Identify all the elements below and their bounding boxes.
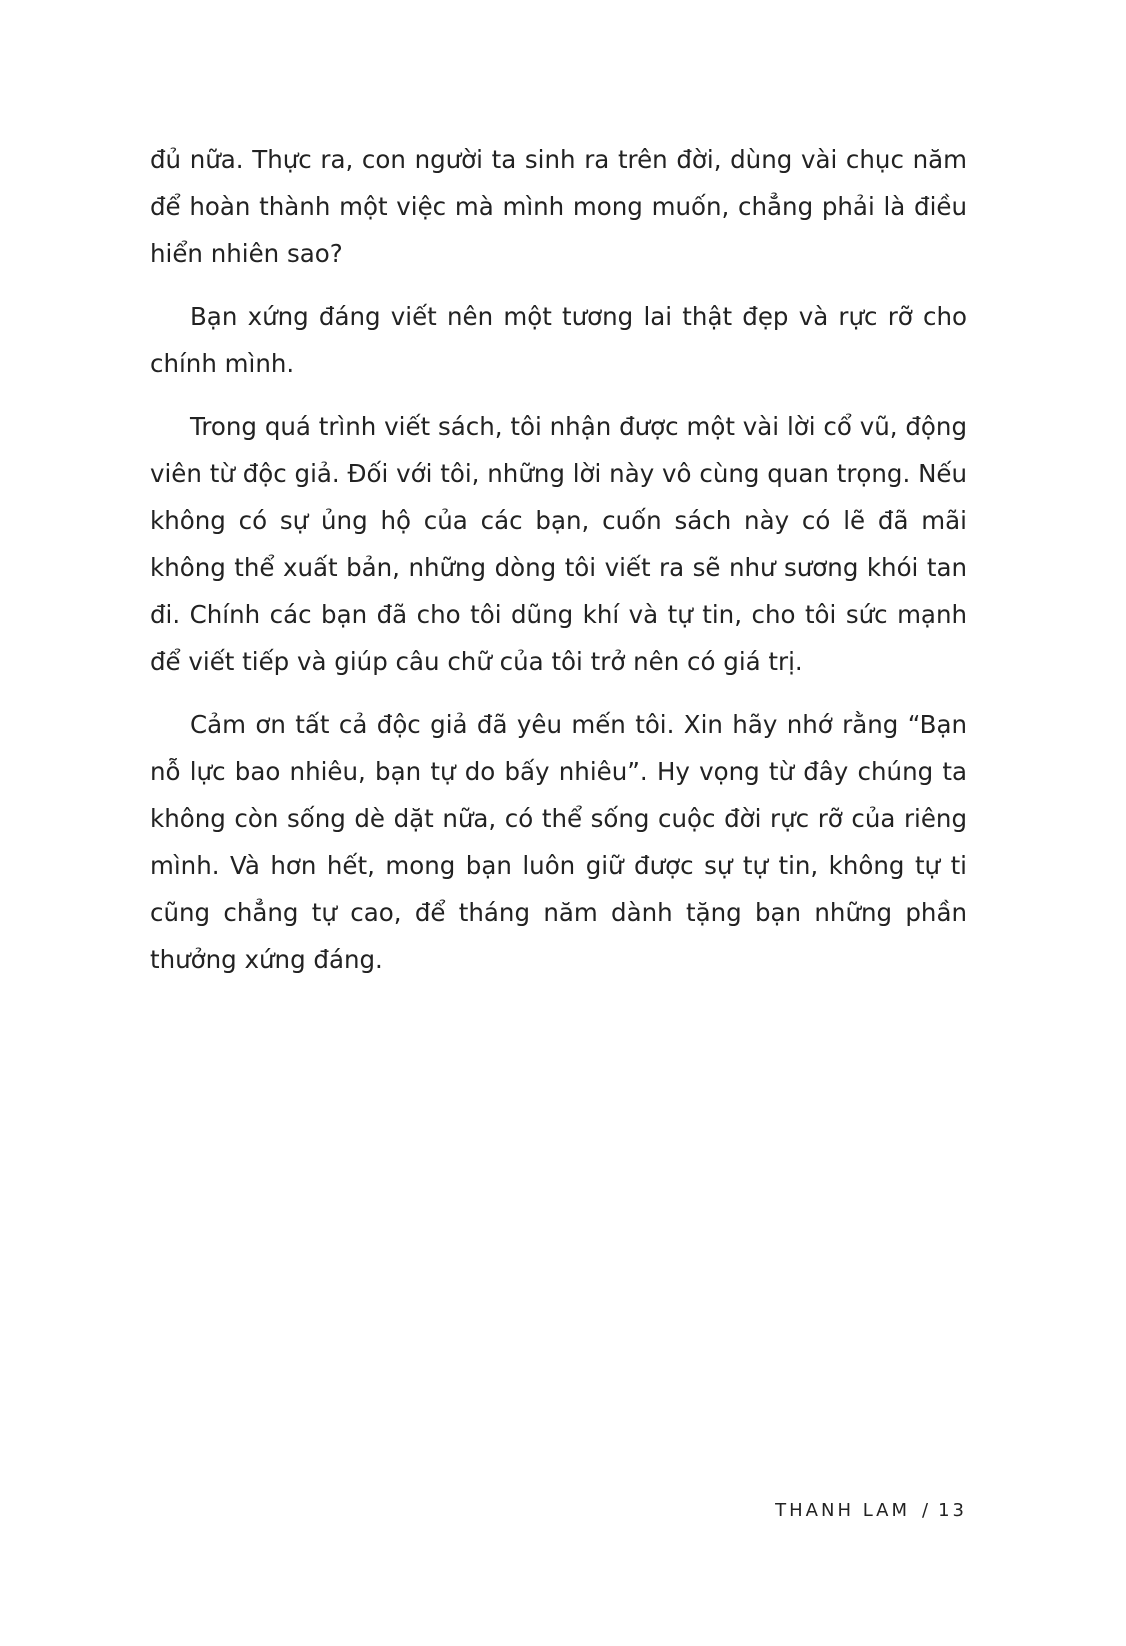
paragraph: Cảm ơn tất cả độc giả đã yêu mến tôi. Xin hãy nhớ rằng “Bạn nỗ lực bao nhiêu, bạn tự do bấy nhiêu”. Hy vọng từ đây chúng ta không còn sống dè dặt nữa, có thể sống cuộc đời rực rỡ của riêng mình. Và hơn hết, mong bạn luôn giữ được sự tự tin, không tự ti cũng chẳng tự cao, để tháng năm dành tặng bạn những phần thưởng xứng đáng. <box>150 710 967 974</box>
running-author: THANH LAM <box>775 1500 911 1521</box>
page-footer <box>775 1500 967 1521</box>
page-body <box>150 136 967 999</box>
paragraph-continuation: đủ nữa. Thực ra, con người ta sinh ra trên đời, dùng vài chục năm để hoàn thành một việc mà mình mong muốn, chẳng phải là điều hiển nhiên sao? <box>150 145 967 268</box>
paragraph: Bạn xứng đáng viết nên một tương lai thật đẹp và rực rỡ cho chính mình. <box>150 302 967 378</box>
paragraph: Trong quá trình viết sách, tôi nhận được một vài lời cổ vũ, động viên từ độc giả. Đối với tôi, những lời này vô cùng quan trọng. Nếu không có sự ủng hộ của các bạn, cuốn sách này có lẽ đã mãi không thể xuất bản, những dòng tôi viết ra sẽ như sương khói tan đi. Chính các bạn đã cho tôi dũng khí và tự tin, cho tôi sức mạnh để viết tiếp và giúp câu chữ của tôi trở nên có giá trị. <box>150 412 967 676</box>
page-number: 13 <box>938 1500 967 1521</box>
footer-separator: / <box>922 1500 929 1521</box>
